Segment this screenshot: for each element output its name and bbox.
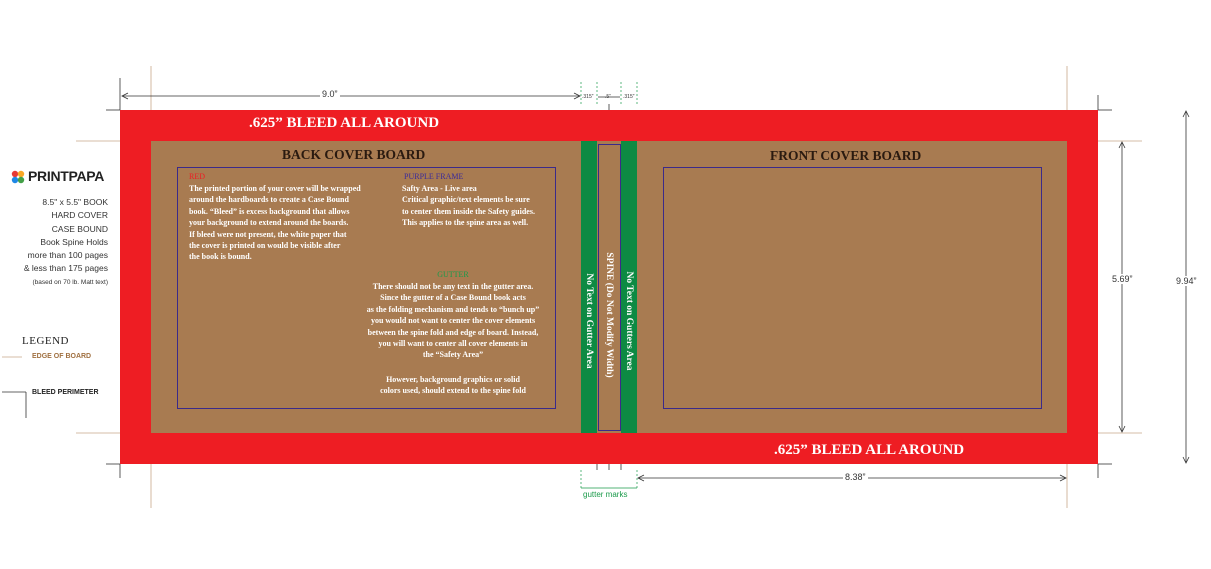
text-line: around the hardboards to create a Case Bound xyxy=(189,195,349,205)
gutter-left-width-label: .315” xyxy=(582,94,594,100)
text-line: Safty Area - Live area xyxy=(402,184,477,193)
purple-frame-description xyxy=(402,183,535,229)
bleed-label-bottom: .625” BLEED ALL AROUND xyxy=(774,442,965,458)
gutter-left-label: No Text on Gutter Area xyxy=(584,273,594,369)
gutter-right-width-label: .315” xyxy=(623,94,635,100)
info-line: HARD COVER xyxy=(51,210,108,221)
text-line: to center them inside the Safety guides. xyxy=(402,206,535,216)
gutter-right-label: No Text on Gutters Area xyxy=(624,271,634,371)
text-line: The printed portion of your cover will be wrapped xyxy=(189,184,361,193)
logo-mark-icon xyxy=(10,169,26,185)
back-cover-title: BACK COVER BOARD xyxy=(282,147,426,162)
info-note: (based on 70 lb. Matt text) xyxy=(32,278,108,286)
text-line: However, background graphics or solid xyxy=(386,375,520,384)
text-line: Since the gutter of a Case Bound book acts xyxy=(380,293,526,303)
text-line: your background to extend around the boards. xyxy=(189,218,349,228)
text-line: If bleed were not present, the white paper that xyxy=(189,229,347,239)
legend-bleed-perimeter: BLEED PERIMETER xyxy=(32,389,99,396)
bleed-label-top: .625” BLEED ALL AROUND xyxy=(249,115,440,131)
red-description xyxy=(189,183,361,263)
purple-frame-label: PURPLE FRAME xyxy=(404,172,464,181)
text-line: This applies to the spine area as well. xyxy=(402,218,529,228)
book-spec-info xyxy=(6,196,108,289)
total-height-label: 9.94” xyxy=(1176,276,1197,286)
back-width-label: 9.0” xyxy=(322,89,338,99)
text-line: Critical graphic/text elements be sure xyxy=(402,195,530,205)
legend-edge-of-board: EDGE OF BOARD xyxy=(32,353,92,360)
front-safety-frame xyxy=(663,167,1042,409)
info-line: more than 100 pages xyxy=(27,250,108,261)
gutter-label: GUTTER xyxy=(437,270,469,279)
text-line: the cover is printed on would be visible after xyxy=(189,241,341,251)
text-line: colors used, should extend to the spine fold xyxy=(380,386,526,396)
info-line: & less than 175 pages xyxy=(23,263,108,274)
info-line: 8.5" x 5.5" BOOK xyxy=(42,197,108,207)
legend-title: LEGEND xyxy=(22,335,69,347)
info-line: Book Spine Holds xyxy=(40,236,108,247)
red-label: RED xyxy=(189,172,205,181)
info-line: CASE BOUND xyxy=(51,223,108,234)
gutter-marks-label: gutter marks xyxy=(583,490,628,499)
gutter-background-note xyxy=(355,374,551,397)
text-line: book. “Bleed” is excess background that allows xyxy=(189,206,350,216)
spine-width-label: .5” xyxy=(605,94,611,100)
text-line: between the spine fold and edge of board. Instead, xyxy=(367,327,539,337)
text-line: the book is bound. xyxy=(189,252,252,262)
logo-text: PRINTPAPA xyxy=(28,168,105,184)
board-height-label: 5.69” xyxy=(1112,274,1133,284)
text-line: as the folding mechanism and tends to “bunch up” xyxy=(366,304,540,314)
gutter-description xyxy=(355,281,551,361)
text-line: you would not want to center the cover elements xyxy=(370,316,536,326)
text-line: There should not be any text in the gutter area. xyxy=(372,282,534,291)
printpapa-logo[interactable] xyxy=(10,168,120,188)
text-line: the “Safety Area” xyxy=(422,350,484,360)
spine-label: SPINE (Do Not Modify Width) xyxy=(604,252,614,378)
front-cover-title: FRONT COVER BOARD xyxy=(770,148,922,163)
text-line: you will want to center all cover elements in xyxy=(378,339,528,349)
front-width-label: 8.38” xyxy=(845,472,866,482)
